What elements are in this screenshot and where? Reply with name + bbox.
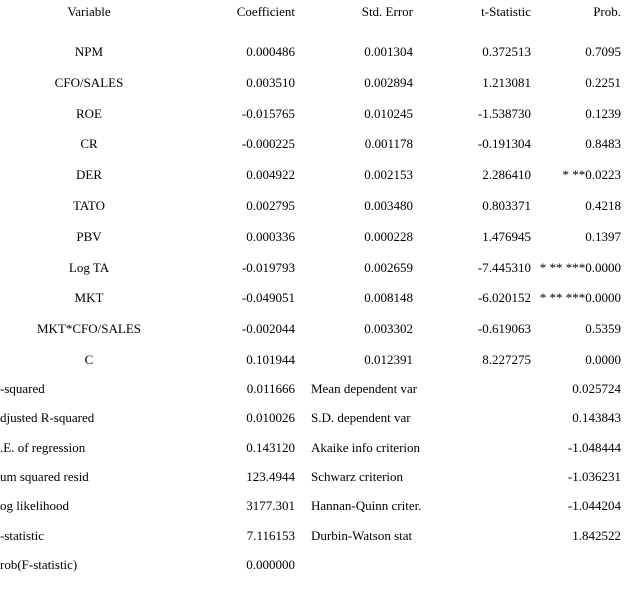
- stat-left-label: rob(F-statistic): [0, 557, 78, 572]
- row-coefficient: 0.004922: [246, 167, 295, 182]
- row-coefficient: -0.002044: [241, 321, 295, 336]
- row-coefficient: 0.003510: [246, 75, 295, 90]
- header-prob: Prob.: [593, 4, 621, 19]
- row-prob: 0.7095: [585, 44, 621, 59]
- stat-left-label: djusted R-squared: [0, 410, 95, 425]
- stat-left-value: 3177.301: [246, 498, 295, 513]
- row-prob: 0.1239: [585, 106, 621, 121]
- header-coefficient: Coefficient: [236, 4, 295, 19]
- header-std-error: Std. Error: [361, 4, 413, 19]
- header-t-statistic: t-Statistic: [481, 4, 531, 19]
- row-coefficient: 0.000336: [246, 229, 295, 244]
- row-variable: CR: [80, 136, 98, 151]
- row-coefficient: 0.000486: [246, 44, 295, 59]
- stat-right-value: -1.044204: [567, 498, 621, 513]
- row-t-statistic: 8.227275: [482, 352, 531, 367]
- stat-left-value: 0.010026: [246, 410, 295, 425]
- row-prob: 0.1397: [585, 229, 621, 244]
- stat-right-label: Hannan-Quinn criter.: [311, 498, 422, 513]
- row-prob: 0.2251: [585, 75, 621, 90]
- row-coefficient: -0.000225: [241, 136, 295, 151]
- stat-right-value: 1.842522: [572, 528, 621, 543]
- stat-right-value: -1.036231: [567, 469, 621, 484]
- row-std-error: 0.002659: [364, 260, 413, 275]
- row-t-statistic: 0.803371: [482, 198, 531, 213]
- stat-left-value: 0.011666: [246, 381, 295, 396]
- row-t-statistic: -7.445310: [477, 260, 531, 275]
- row-variable: Log TA: [68, 260, 110, 275]
- row-std-error: 0.000228: [364, 229, 413, 244]
- stat-left-value: 123.4944: [246, 469, 295, 484]
- row-prob: * ** ***0.0000: [539, 260, 621, 275]
- stat-right-value: -1.048444: [567, 440, 621, 455]
- row-coefficient: -0.049051: [241, 290, 295, 305]
- row-std-error: 0.003480: [364, 198, 413, 213]
- row-t-statistic: -6.020152: [477, 290, 531, 305]
- row-std-error: 0.003302: [364, 321, 413, 336]
- row-prob: 0.4218: [585, 198, 621, 213]
- row-t-statistic: 2.286410: [482, 167, 531, 182]
- row-prob: 0.5359: [585, 321, 621, 336]
- header-variable: Variable: [67, 4, 111, 19]
- stat-left-label: .E. of regression: [0, 440, 86, 455]
- row-prob: * ** ***0.0000: [539, 290, 621, 305]
- stat-right-label: Schwarz criterion: [311, 469, 404, 484]
- stat-left-label: um squared resid: [0, 469, 89, 484]
- row-variable: CFO/SALES: [54, 75, 124, 90]
- row-prob: * **0.0223: [562, 167, 621, 182]
- stat-right-label: Durbin-Watson stat: [311, 528, 413, 543]
- row-coefficient: 0.101944: [246, 352, 295, 367]
- stat-right-value: 0.025724: [572, 381, 621, 396]
- row-std-error: 0.008148: [364, 290, 413, 305]
- stat-right-label: Mean dependent var: [311, 381, 418, 396]
- row-variable: PBV: [76, 229, 102, 244]
- row-std-error: 0.002894: [364, 75, 413, 90]
- stat-left-value: 0.000000: [246, 557, 295, 572]
- row-variable: C: [84, 352, 94, 367]
- row-std-error: 0.012391: [364, 352, 413, 367]
- stat-left-label: -statistic: [0, 528, 45, 543]
- row-t-statistic: 1.213081: [482, 75, 531, 90]
- row-t-statistic: 0.372513: [482, 44, 531, 59]
- row-t-statistic: 1.476945: [482, 229, 531, 244]
- stat-left-label: -squared: [0, 381, 45, 396]
- row-std-error: 0.010245: [364, 106, 413, 121]
- stat-right-label: S.D. dependent var: [311, 410, 411, 425]
- row-std-error: 0.002153: [364, 167, 413, 182]
- row-coefficient: -0.015765: [241, 106, 295, 121]
- row-coefficient: -0.019793: [241, 260, 295, 275]
- row-std-error: 0.001304: [364, 44, 413, 59]
- row-t-statistic: -0.619063: [477, 321, 531, 336]
- stat-left-value: 7.116153: [246, 528, 295, 543]
- row-t-statistic: -1.538730: [477, 106, 531, 121]
- row-variable: DER: [76, 167, 102, 182]
- row-variable: TATO: [73, 198, 105, 213]
- stat-left-label: og likelihood: [0, 498, 69, 513]
- row-t-statistic: -0.191304: [477, 136, 531, 151]
- row-variable: MKT*CFO/SALES: [36, 321, 142, 336]
- stat-left-value: 0.143120: [246, 440, 295, 455]
- stat-right-value: 0.143843: [572, 410, 621, 425]
- stat-right-label: Akaike info criterion: [311, 440, 421, 455]
- row-variable: ROE: [76, 106, 102, 121]
- row-coefficient: 0.002795: [246, 198, 295, 213]
- row-prob: 0.0000: [585, 352, 621, 367]
- row-std-error: 0.001178: [364, 136, 413, 151]
- row-prob: 0.8483: [585, 136, 621, 151]
- row-variable: MKT: [74, 290, 104, 305]
- row-variable: NPM: [74, 44, 104, 59]
